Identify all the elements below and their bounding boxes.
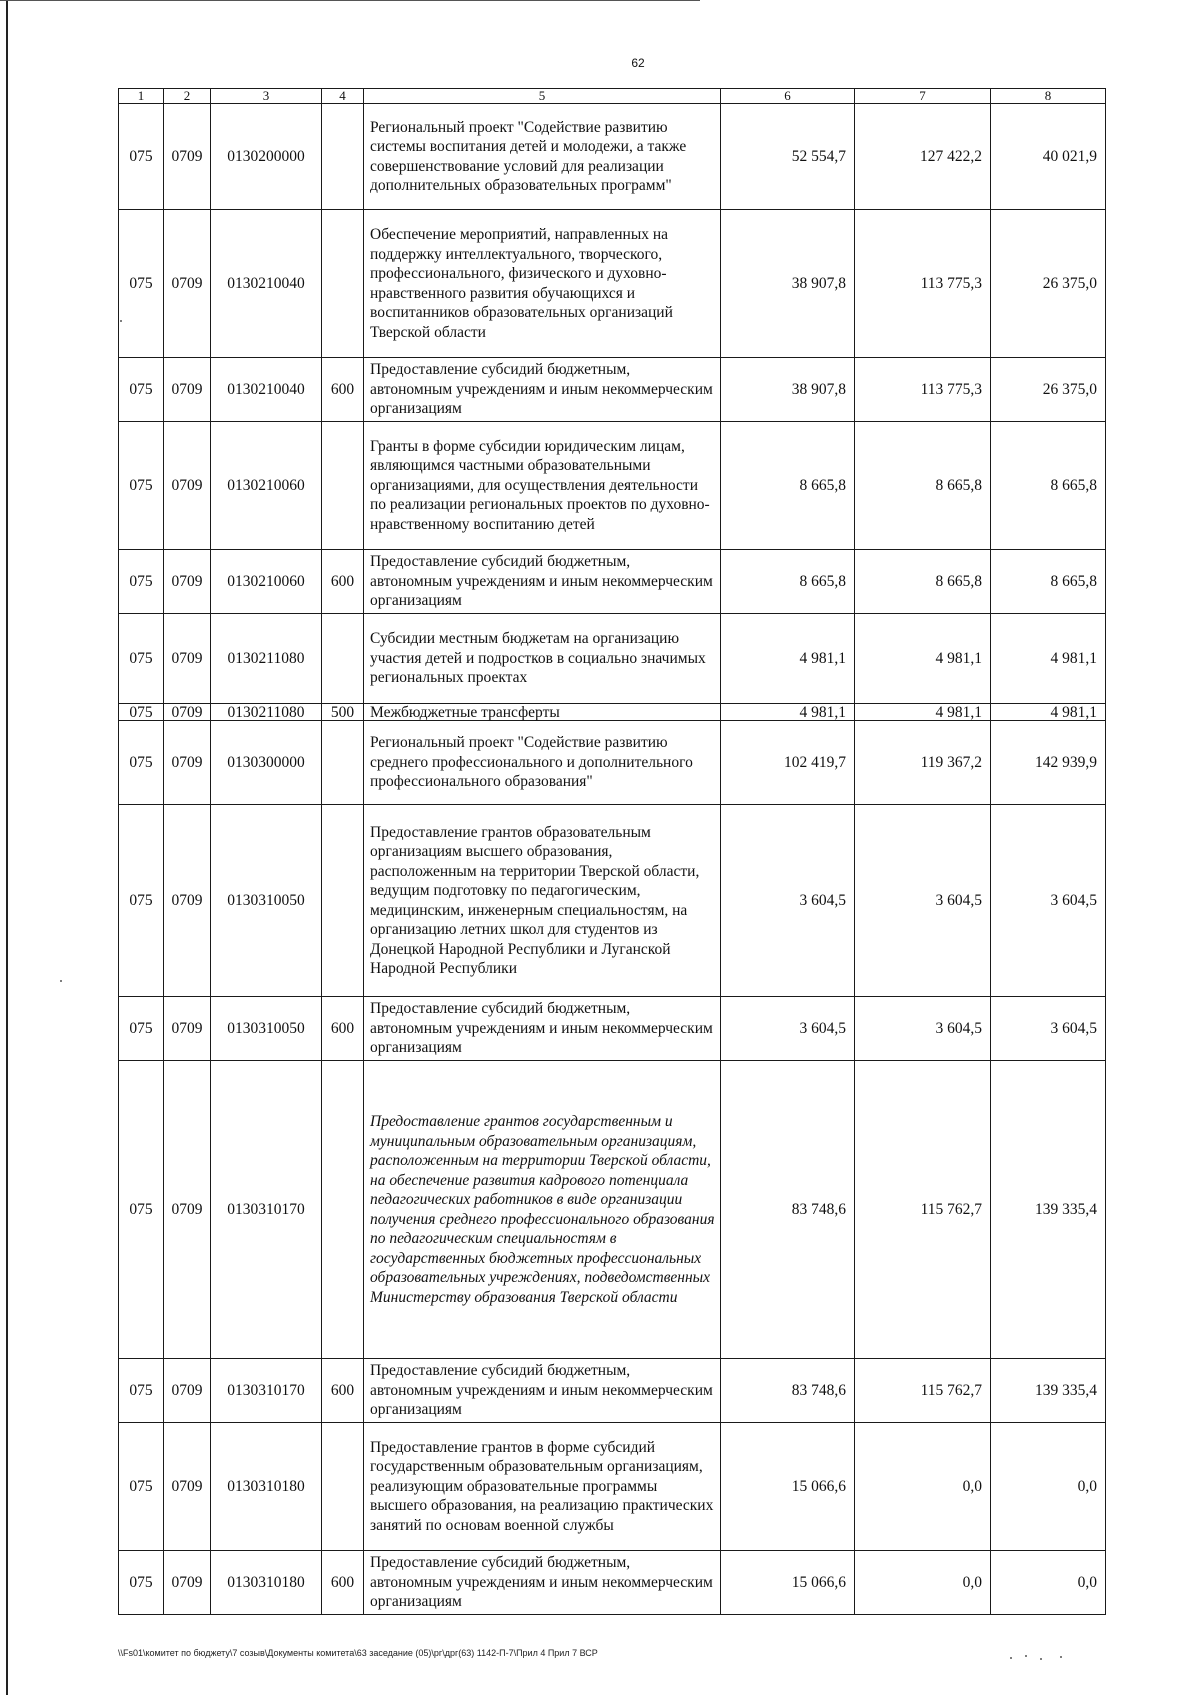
scan-speck (1025, 1655, 1027, 1657)
table-row (119, 805, 1106, 997)
cell-col6-value: 38 907,8 (721, 358, 855, 422)
cell-col4-type: 600 (322, 358, 364, 422)
cell-col3-target: 0130310050 (211, 997, 322, 1061)
footer-file-path: \\Fs01\комитет по бюджету\7 созыв\Документы комитета\63 заседание (05)\рг\дрг(63) 1142-П-7\Прил 4 Прил 7 ВСР (118, 1648, 598, 1658)
cell-col8-value: 4 981,1 (991, 614, 1106, 704)
cell-col3-target: 0130300000 (211, 721, 322, 805)
cell-col8-value: 142 939,9 (991, 721, 1106, 805)
cell-col5-description: Гранты в форме субсидии юридическим лицам, являющимся частными образовательными организациями, для осуществления деятельности по реализации региональных проектов по духовно-нравственному воспитанию детей (364, 422, 721, 550)
column-header: 2 (164, 89, 211, 104)
cell-col3-target: 0130310170 (211, 1359, 322, 1423)
cell-col3-target: 0130310050 (211, 805, 322, 997)
cell-col5-description: Межбюджетные трансферты (364, 704, 721, 721)
cell-col1-code: 075 (119, 721, 164, 805)
cell-col2-section: 0709 (164, 1359, 211, 1423)
cell-col1-code: 075 (119, 550, 164, 614)
cell-col6-value: 8 665,8 (721, 422, 855, 550)
cell-col5-description: Предоставление субсидий бюджетным, автономным учреждениям и иным некоммерческим организациям (364, 1359, 721, 1423)
cell-col1-code: 075 (119, 210, 164, 358)
cell-col1-code: 075 (119, 1359, 164, 1423)
cell-col6-value: 83 748,6 (721, 1359, 855, 1423)
cell-col7-value: 0,0 (855, 1551, 991, 1615)
cell-col7-value: 115 762,7 (855, 1061, 991, 1359)
cell-col2-section: 0709 (164, 704, 211, 721)
table-header-row (119, 89, 1106, 104)
cell-col4-type: 500 (322, 704, 364, 721)
cell-col5-description: Предоставление субсидий бюджетным, автономным учреждениям и иным некоммерческим организациям (364, 997, 721, 1061)
cell-col1-code: 075 (119, 997, 164, 1061)
cell-col8-value: 40 021,9 (991, 104, 1106, 210)
cell-col1-code: 075 (119, 422, 164, 550)
cell-col3-target: 0130210040 (211, 358, 322, 422)
cell-col6-value: 52 554,7 (721, 104, 855, 210)
cell-col6-value: 15 066,6 (721, 1551, 855, 1615)
cell-col2-section: 0709 (164, 614, 211, 704)
cell-col1-code: 075 (119, 1551, 164, 1615)
cell-col1-code: 075 (119, 614, 164, 704)
table-row (119, 614, 1106, 704)
column-header: 1 (119, 89, 164, 104)
cell-col2-section: 0709 (164, 550, 211, 614)
cell-col7-value: 8 665,8 (855, 550, 991, 614)
cell-col2-section: 0709 (164, 1551, 211, 1615)
cell-col2-section: 0709 (164, 104, 211, 210)
cell-col8-value: 3 604,5 (991, 805, 1106, 997)
table-row (119, 1551, 1106, 1615)
cell-col6-value: 3 604,5 (721, 997, 855, 1061)
cell-col5-description: Предоставление субсидий бюджетным, автономным учреждениям и иным некоммерческим организациям (364, 550, 721, 614)
cell-col3-target: 0130310180 (211, 1423, 322, 1551)
page-number: 62 (631, 56, 645, 70)
cell-col2-section: 0709 (164, 1423, 211, 1551)
cell-col2-section: 0709 (164, 721, 211, 805)
cell-col5-description: Субсидии местным бюджетам на организацию участия детей и подростков в социально значимых региональных проектах (364, 614, 721, 704)
cell-col3-target: 0130210060 (211, 422, 322, 550)
cell-col1-code: 075 (119, 104, 164, 210)
cell-col4-type (322, 210, 364, 358)
table-row (119, 422, 1106, 550)
table-row (119, 358, 1106, 422)
table-row (119, 721, 1106, 805)
cell-col4-type (322, 805, 364, 997)
cell-col6-value: 4 981,1 (721, 614, 855, 704)
column-header: 8 (991, 89, 1106, 104)
cell-col4-type (322, 104, 364, 210)
cell-col8-value: 8 665,8 (991, 422, 1106, 550)
cell-col2-section: 0709 (164, 358, 211, 422)
cell-col4-type (322, 1061, 364, 1359)
cell-col8-value: 3 604,5 (991, 997, 1106, 1061)
cell-col3-target: 0130211080 (211, 614, 322, 704)
cell-col6-value: 102 419,7 (721, 721, 855, 805)
cell-col7-value: 4 981,1 (855, 614, 991, 704)
column-header: 4 (322, 89, 364, 104)
table-row (119, 1061, 1106, 1359)
cell-col7-value: 3 604,5 (855, 997, 991, 1061)
column-header: 7 (855, 89, 991, 104)
cell-col1-code: 075 (119, 358, 164, 422)
cell-col4-type: 600 (322, 550, 364, 614)
cell-col4-type (322, 721, 364, 805)
cell-col8-value: 8 665,8 (991, 550, 1106, 614)
scan-speck (1060, 1656, 1062, 1658)
table-body (119, 89, 1106, 1615)
table-row (119, 210, 1106, 358)
cell-col5-description: Предоставление грантов образовательным организациям высшего образования, расположенным на территории Тверской области, ведущим подготовку по педагогическим, медицинским, инженерным специальностям, на организацию летних школ для студентов из Донецкой Народной Республики и Луганской Народной Республики (364, 805, 721, 997)
scan-speck (1040, 1658, 1042, 1660)
scan-speck (60, 980, 62, 982)
cell-col2-section: 0709 (164, 1061, 211, 1359)
table-row (119, 104, 1106, 210)
cell-col8-value: 26 375,0 (991, 210, 1106, 358)
cell-col7-value: 113 775,3 (855, 210, 991, 358)
cell-col8-value: 0,0 (991, 1423, 1106, 1551)
cell-col4-type: 600 (322, 1551, 364, 1615)
cell-col3-target: 0130210040 (211, 210, 322, 358)
cell-col6-value: 15 066,6 (721, 1423, 855, 1551)
cell-col7-value: 3 604,5 (855, 805, 991, 997)
cell-col7-value: 0,0 (855, 1423, 991, 1551)
table-row (119, 704, 1106, 721)
cell-col4-type: 600 (322, 997, 364, 1061)
scan-edge-left (6, 0, 8, 1695)
table-row (119, 1359, 1106, 1423)
cell-col7-value: 8 665,8 (855, 422, 991, 550)
cell-col4-type (322, 1423, 364, 1551)
cell-col3-target: 0130210060 (211, 550, 322, 614)
cell-col6-value: 4 981,1 (721, 704, 855, 721)
cell-col7-value: 119 367,2 (855, 721, 991, 805)
cell-col2-section: 0709 (164, 805, 211, 997)
cell-col8-value: 0,0 (991, 1551, 1106, 1615)
cell-col7-value: 115 762,7 (855, 1359, 991, 1423)
scan-speck (1010, 1657, 1012, 1659)
cell-col5-description: Предоставление грантов в форме субсидий государственным образовательным организациям, реализующим образовательные программы высшего образования, на реализацию практических занятий по основам военной службы (364, 1423, 721, 1551)
cell-col3-target: 0130310180 (211, 1551, 322, 1615)
column-header: 6 (721, 89, 855, 104)
cell-col5-description: Предоставление субсидий бюджетным, автономным учреждениям и иным некоммерческим организациям (364, 1551, 721, 1615)
cell-col2-section: 0709 (164, 422, 211, 550)
cell-col5-description: Предоставление субсидий бюджетным, автономным учреждениям и иным некоммерческим организациям (364, 358, 721, 422)
cell-col7-value: 127 422,2 (855, 104, 991, 210)
cell-col8-value: 26 375,0 (991, 358, 1106, 422)
cell-col8-value: 139 335,4 (991, 1359, 1106, 1423)
cell-col3-target: 0130200000 (211, 104, 322, 210)
cell-col2-section: 0709 (164, 210, 211, 358)
table-row (119, 550, 1106, 614)
cell-col1-code: 075 (119, 704, 164, 721)
cell-col4-type (322, 422, 364, 550)
column-header: 5 (364, 89, 721, 104)
table-row (119, 1423, 1106, 1551)
scan-speck (120, 320, 122, 322)
cell-col1-code: 075 (119, 1423, 164, 1551)
cell-col5-description: Региональный проект "Содействие развитию системы воспитания детей и молодежи, а также совершенствование условий для реализации дополнительных образовательных программ" (364, 104, 721, 210)
cell-col1-code: 075 (119, 805, 164, 997)
column-header: 3 (211, 89, 322, 104)
cell-col7-value: 4 981,1 (855, 704, 991, 721)
cell-col6-value: 8 665,8 (721, 550, 855, 614)
cell-col8-value: 139 335,4 (991, 1061, 1106, 1359)
cell-col8-value: 4 981,1 (991, 704, 1106, 721)
cell-col3-target: 0130310170 (211, 1061, 322, 1359)
cell-col5-description: Региональный проект "Содействие развитию среднего профессионального и дополнительного профессионального образования" (364, 721, 721, 805)
cell-col7-value: 113 775,3 (855, 358, 991, 422)
cell-col6-value: 38 907,8 (721, 210, 855, 358)
cell-col1-code: 075 (119, 1061, 164, 1359)
cell-col4-type: 600 (322, 1359, 364, 1423)
cell-col6-value: 83 748,6 (721, 1061, 855, 1359)
cell-col6-value: 3 604,5 (721, 805, 855, 997)
table-row (119, 997, 1106, 1061)
cell-col3-target: 0130211080 (211, 704, 322, 721)
cell-col5-description: Обеспечение мероприятий, направленных на поддержку интеллектуального, творческого, профессионального, физического и духовно-нравственного развития обучающихся и воспитанников образовательных организаций Тверской области (364, 210, 721, 358)
cell-col2-section: 0709 (164, 997, 211, 1061)
cell-col5-description: Предоставление грантов государственным и муниципальным образовательным организациям, расположенным на территории Тверской области, на обеспечение развития кадрового потенциала педагогических работников в виде организации получения среднего профессионального образования по педагогическим специальностям в государственных бюджетных профессиональных образовательных учреждениях, подведомственных Министерству образования Тверской области (364, 1061, 721, 1359)
cell-col4-type (322, 614, 364, 704)
budget-table (118, 88, 1106, 1615)
scan-edge-top (0, 0, 700, 1)
